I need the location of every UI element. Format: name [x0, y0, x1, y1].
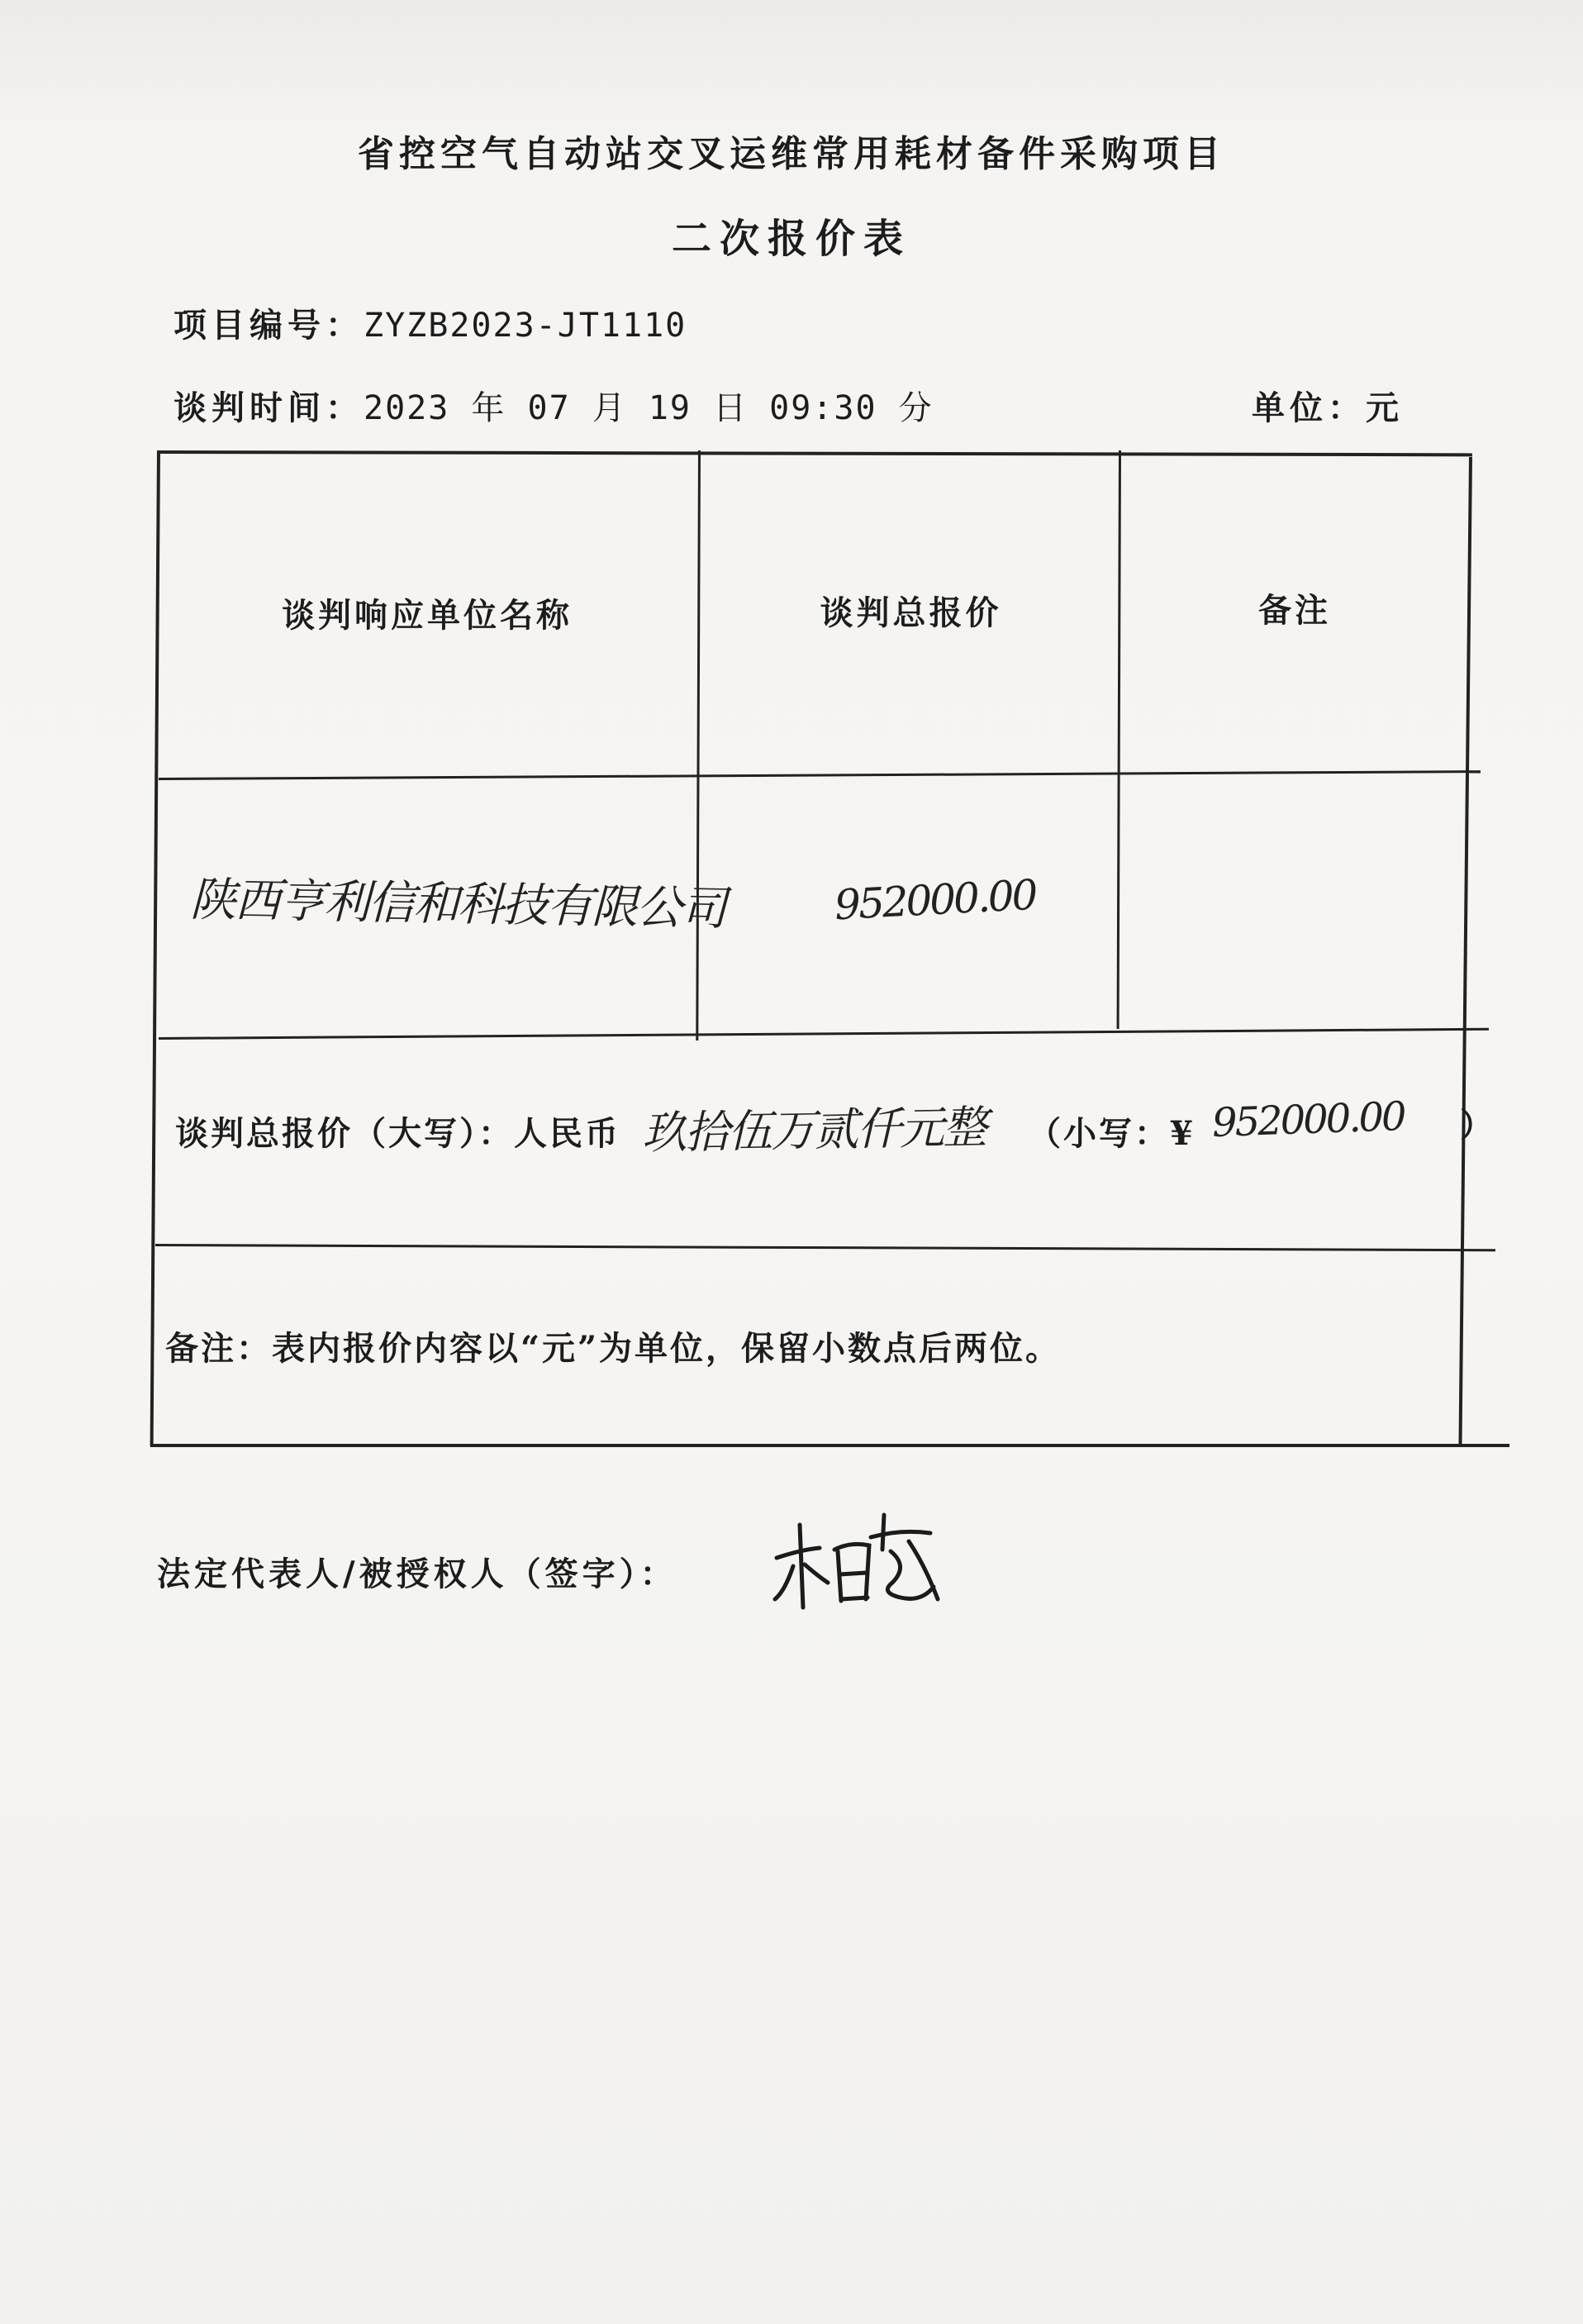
currency-unit — [1252, 382, 1404, 429]
table-row-line-3 — [155, 1244, 1495, 1251]
document-title: 省控空气自动站交叉运维常用耗材备件采购项目 — [358, 133, 1225, 175]
table-col-line-1 — [696, 450, 701, 1041]
quotation-table — [150, 450, 1495, 1446]
project-number — [174, 299, 687, 346]
table-row-line-2 — [159, 1028, 1489, 1040]
total-uppercase-handwritten: 玖拾伍万贰仟元整 — [641, 1101, 986, 1160]
total-small-open: （小写：¥ — [1028, 1114, 1196, 1153]
table-note: 备注：表内报价内容以“元”为单位，保留小数点后两位。 — [165, 1329, 1062, 1368]
header-remark: 备注 — [1258, 591, 1331, 630]
total-small-handwritten: 952000.00 — [1211, 1093, 1405, 1147]
header-total-price: 谈判总报价 — [820, 593, 1002, 632]
unit-label: 单位： — [1252, 388, 1366, 427]
document-subtitle: 二次报价表 — [671, 216, 911, 262]
unit-value: 元 — [1366, 388, 1404, 427]
total-uppercase-label: 谈判总报价（大写）：人民币 — [175, 1114, 620, 1153]
company-name-handwritten: 陕西亨利信和科技有限公司 — [189, 873, 726, 936]
handwritten-signature — [768, 1500, 942, 1624]
signature-label: 法定代表人/被授权人（签字）： — [157, 1555, 677, 1593]
total-small-close: ） — [1460, 1106, 1495, 1145]
table-col-line-2 — [1117, 450, 1121, 1029]
table-border-bottom — [150, 1444, 1509, 1447]
table-border-top — [157, 450, 1472, 456]
project-number-value: ZYZB2023-JT1110 — [364, 307, 687, 345]
project-number-label: 项目编号： — [174, 306, 364, 345]
total-price-handwritten: 952000.00 — [833, 870, 1037, 930]
table-row-line-1 — [159, 770, 1481, 780]
negotiation-time — [174, 382, 934, 429]
negotiation-time-value: 2023 年 07 月 19 日 09:30 分 — [364, 389, 934, 427]
negotiation-time-label: 谈判时间： — [174, 388, 364, 427]
header-company-name: 谈判响应单位名称 — [282, 596, 573, 635]
